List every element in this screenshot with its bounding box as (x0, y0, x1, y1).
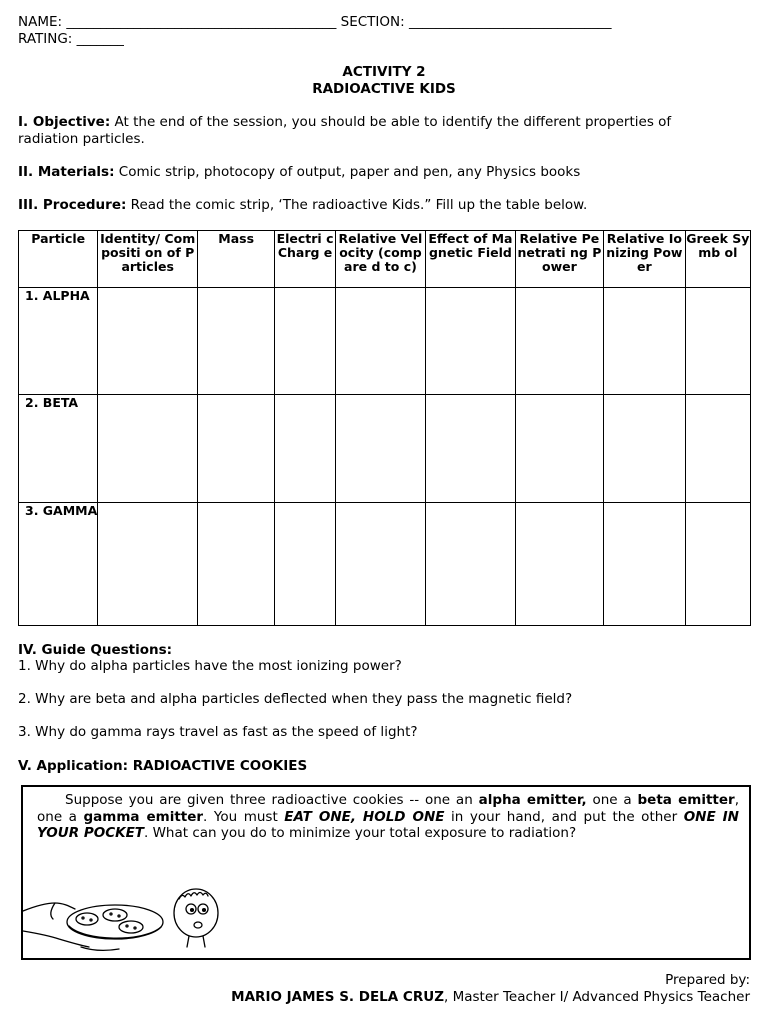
cell[interactable] (335, 503, 425, 626)
header-ionizing-power: Relative Ionizing Power (604, 231, 685, 288)
cell[interactable] (685, 288, 750, 395)
prepared-by: Prepared by: (665, 972, 750, 988)
header-electric-charge: Electri c Charg e (275, 231, 335, 288)
cell[interactable] (685, 395, 750, 503)
header-magnetic-field: Effect of Magnetic Field (426, 231, 515, 288)
cell[interactable] (515, 288, 603, 395)
table-row-alpha (19, 288, 751, 395)
cell[interactable] (275, 395, 335, 503)
objective-text: At the end of the session, you should be able to identify the different properties of (110, 114, 672, 130)
particle-gamma: 3. GAMMA (19, 503, 98, 626)
cell[interactable] (515, 503, 603, 626)
hand-icon (23, 903, 75, 911)
header-penetrating-power: Relative Penetrati ng Power (515, 231, 603, 288)
activity-subtitle: RADIOACTIVE KIDS (312, 81, 456, 97)
cell[interactable] (604, 288, 685, 395)
header-identity: Identity/ Compositi on of Particles (98, 231, 198, 288)
guide-question-3: 3. Why do gamma rays travel as fast as the speed of light? (18, 724, 418, 740)
properties-table (18, 230, 751, 626)
header-mass: Mass (197, 231, 274, 288)
rating-label: RATING: (18, 31, 73, 47)
cell[interactable] (335, 288, 425, 395)
cell[interactable] (685, 503, 750, 626)
cookie-icon (119, 921, 143, 933)
table-row-gamma (19, 503, 751, 626)
cell[interactable] (426, 503, 515, 626)
cell[interactable] (197, 288, 274, 395)
name-field[interactable]: ________________________________________ (66, 14, 337, 30)
procedure-text: Read the comic strip, ‘The radioactive Kids.” Fill up the table below. (126, 197, 588, 213)
cell[interactable] (275, 503, 335, 626)
header-greek-symbol: Greek Symb ol (685, 231, 750, 288)
particle-alpha: 1. ALPHA (19, 288, 98, 395)
cookie-icon (76, 913, 98, 925)
cell[interactable] (604, 503, 685, 626)
cell[interactable] (197, 395, 274, 503)
section-label: SECTION: (340, 14, 405, 30)
objective-label: I. Objective: (18, 114, 111, 130)
cell[interactable] (98, 395, 198, 503)
particle-beta: 2. BETA (19, 395, 98, 503)
guide-question-1: 1. Why do alpha particles have the most ionizing power? (18, 658, 402, 674)
procedure-line (18, 197, 587, 213)
table-row-beta (19, 395, 751, 503)
rating-field[interactable]: _______ (76, 31, 124, 47)
objective-line-1 (18, 114, 671, 130)
application-title: V. Application: RADIOACTIVE COOKIES (18, 758, 308, 774)
guide-title: IV. Guide Questions: (18, 642, 173, 658)
author-name: MARIO JAMES S. DELA CRUZ (231, 989, 444, 1005)
objective-line-2: radiation particles. (18, 131, 145, 147)
table-header-row (19, 231, 751, 288)
cookie-icon (103, 909, 127, 921)
application-text: Suppose you are given three radioactive cookies -- one an alpha emitter, one a beta emitter, one a gamma emitter. You must EAT ONE, HOLD ONE in your hand, and put the other ONE IN YOUR POCKET. What can you do to minimize your total exposure to radiation? (37, 792, 739, 841)
application-box (21, 785, 751, 960)
author-line (231, 989, 750, 1005)
materials-line (18, 164, 580, 180)
cell[interactable] (98, 288, 198, 395)
materials-label: II. Materials: (18, 164, 115, 180)
cell[interactable] (335, 395, 425, 503)
author-role: , Master Teacher I/ Advanced Physics Teacher (443, 989, 750, 1005)
name-label: NAME: (18, 14, 63, 30)
rating-line (18, 31, 124, 47)
cell[interactable] (604, 395, 685, 503)
cell[interactable] (515, 395, 603, 503)
cell[interactable] (426, 288, 515, 395)
cookies-cartoon (23, 885, 253, 958)
materials-text: Comic strip, photocopy of output, paper and pen, any Physics books (114, 164, 581, 180)
header-particle: Particle (19, 231, 98, 288)
activity-title: ACTIVITY 2 (342, 64, 426, 80)
section-field[interactable]: ______________________________ (408, 14, 612, 30)
procedure-label: III. Procedure: (18, 197, 127, 213)
cell[interactable] (426, 395, 515, 503)
cell[interactable] (98, 503, 198, 626)
cell[interactable] (197, 503, 274, 626)
name-line (18, 14, 611, 30)
guide-question-2: 2. Why are beta and alpha particles deflected when they pass the magnetic field? (18, 691, 573, 707)
cell[interactable] (275, 288, 335, 395)
header-relative-velocity: Relative Velocity (compare d to c) (335, 231, 425, 288)
